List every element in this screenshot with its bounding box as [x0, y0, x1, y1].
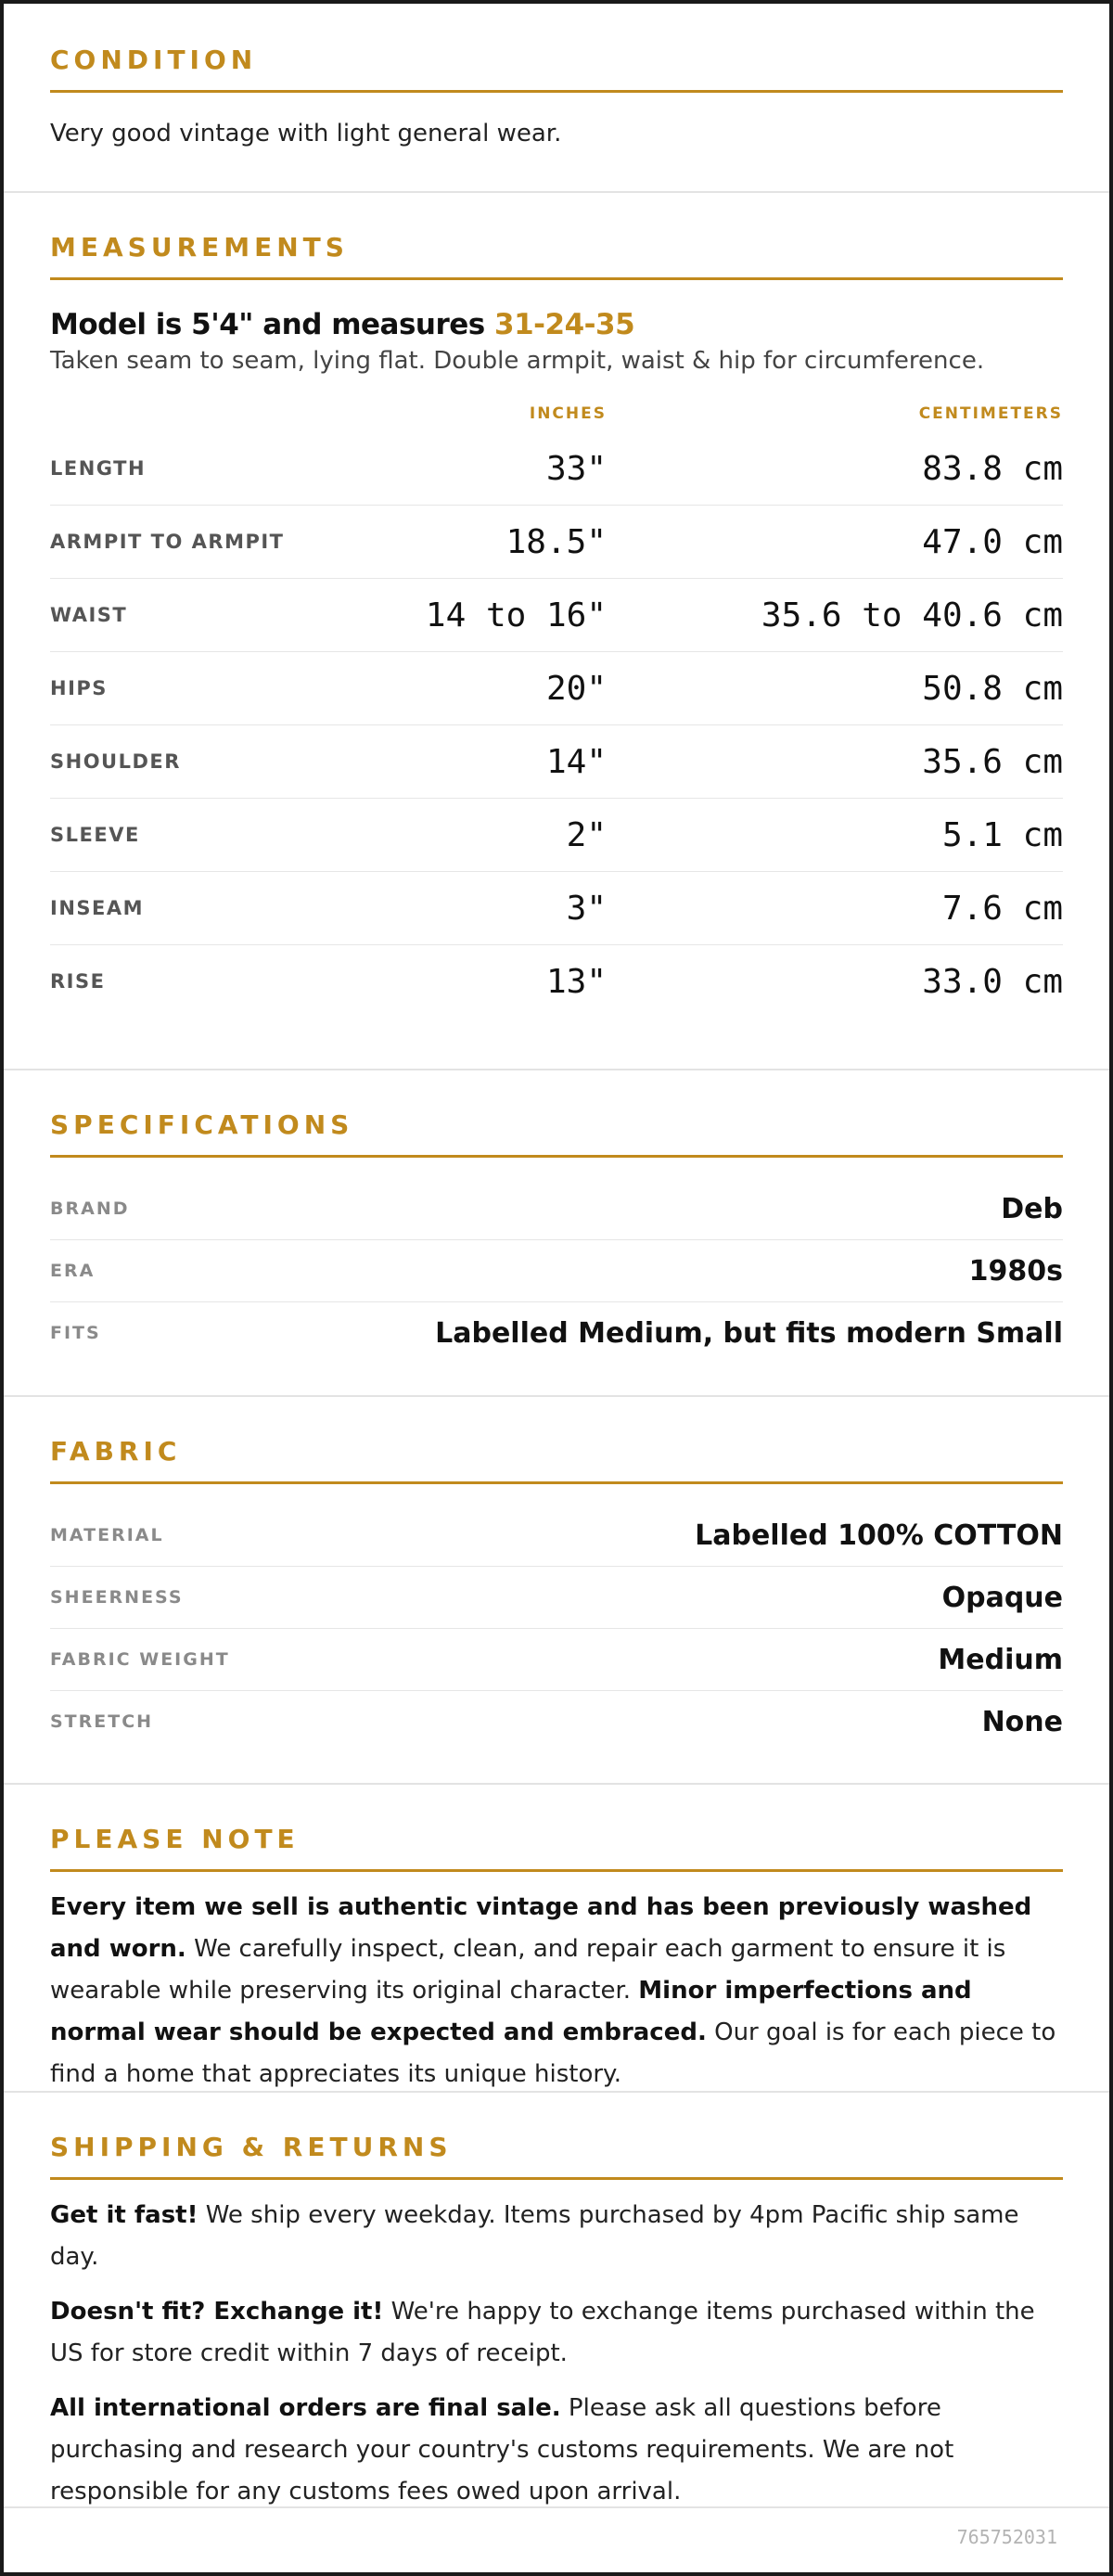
shipping-section — [4, 2093, 1109, 2508]
column-header-inches: INCHES — [529, 404, 607, 423]
note-bold-2: Minor imperfections and normal wear should be expected and embraced. — [50, 1977, 972, 2046]
measurements-section — [4, 193, 1109, 1070]
measurement-label: WAIST — [50, 604, 128, 626]
column-header-centimeters: CENTIMETERS — [918, 404, 1063, 423]
specifications-section — [4, 1070, 1109, 1397]
measurement-label: SLEEVE — [50, 824, 140, 846]
shipping-paragraph-1 — [50, 2195, 1063, 2278]
spec-label: FITS — [50, 1323, 101, 1343]
measurement-cm: 47.0 cm — [922, 522, 1063, 561]
list-item — [50, 1240, 1063, 1302]
measurement-inches: 18.5" — [505, 522, 607, 561]
table-row — [50, 872, 1063, 945]
fabric-list — [50, 1505, 1063, 1752]
shipping-bold-1: Get it fast! — [50, 2201, 198, 2229]
specifications-heading: SPECIFICATIONS — [50, 1109, 1063, 1158]
fabric-label: STRETCH — [50, 1711, 154, 1732]
shipping-bold-2: Doesn't fit? Exchange it! — [50, 2298, 384, 2326]
measurement-cm: 50.8 cm — [922, 669, 1063, 708]
measurement-method-note: Taken seam to seam, lying flat. Double armpit, waist & hip for circumference. — [50, 347, 985, 375]
table-row — [50, 725, 1063, 799]
measurement-label: RISE — [50, 970, 106, 993]
measurement-inches: 2" — [566, 815, 607, 854]
table-row — [50, 945, 1063, 1018]
spec-value: 1980s — [968, 1254, 1063, 1288]
list-item — [50, 1178, 1063, 1240]
measurement-cm: 33.0 cm — [922, 962, 1063, 1001]
spec-value: Deb — [1001, 1192, 1063, 1225]
measurement-inches: 14 to 16" — [425, 596, 607, 634]
fabric-value: Medium — [938, 1643, 1063, 1676]
measurement-inches: 13" — [545, 962, 607, 1001]
shipping-paragraph-2 — [50, 2291, 1063, 2375]
measurement-label: LENGTH — [50, 457, 147, 480]
table-row — [50, 652, 1063, 725]
measurement-cm: 5.1 cm — [941, 815, 1063, 854]
measurement-cm: 7.6 cm — [941, 889, 1063, 928]
shipping-text-2: We're happy to exchange items purchased within the US for store credit within 7 days of receipt. — [50, 2298, 1035, 2367]
shipping-text-1: We ship every weekday. Items purchased by 4pm Pacific ship same day. — [50, 2201, 1019, 2271]
table-row — [50, 579, 1063, 652]
measurement-label: ARMPIT TO ARMPIT — [50, 531, 285, 553]
please-note-text — [50, 1887, 1063, 2095]
fabric-value: None — [981, 1705, 1063, 1738]
measurement-label: HIPS — [50, 677, 108, 699]
specifications-list — [50, 1178, 1063, 1364]
list-item — [50, 1567, 1063, 1629]
item-id: 765752031 — [956, 2526, 1057, 2548]
fabric-value: Opaque — [941, 1581, 1063, 1614]
measurement-cm: 35.6 cm — [922, 742, 1063, 781]
measurements-table-header — [50, 395, 1063, 432]
condition-section — [4, 4, 1109, 193]
spec-label: BRAND — [50, 1198, 130, 1219]
please-note-heading: PLEASE NOTE — [50, 1824, 1063, 1872]
list-item — [50, 1691, 1063, 1752]
model-prefix: Model is 5'4" and measures — [50, 308, 495, 341]
model-values: 31-24-35 — [494, 308, 635, 341]
spec-label: ERA — [50, 1261, 96, 1281]
model-measurements — [50, 308, 1063, 341]
measurement-inches: 20" — [545, 669, 607, 708]
please-note-section — [4, 1785, 1109, 2093]
measurement-cm: 35.6 to 40.6 cm — [761, 596, 1063, 634]
table-row — [50, 432, 1063, 506]
list-item — [50, 1505, 1063, 1567]
fabric-label: MATERIAL — [50, 1525, 164, 1545]
measurement-inches: 14" — [545, 742, 607, 781]
list-item — [50, 1302, 1063, 1364]
note-text-2: Our goal is for each piece to find a home that appreciates its unique history. — [50, 2019, 1056, 2088]
shipping-bold-3: All international orders are final sale. — [50, 2394, 561, 2422]
note-text-1: We carefully inspect, clean, and repair each garment to ensure it is wearable while preserving its original character. — [50, 1935, 1006, 2005]
measurement-label: INSEAM — [50, 897, 145, 919]
fabric-section — [4, 1397, 1109, 1785]
table-row — [50, 506, 1063, 579]
spec-value: Labelled Medium, but fits modern Small — [435, 1316, 1063, 1350]
measurement-label: SHOULDER — [50, 750, 181, 773]
measurement-cm: 83.8 cm — [922, 449, 1063, 488]
fabric-heading: FABRIC — [50, 1436, 1063, 1484]
measurement-inches: 3" — [566, 889, 607, 928]
fabric-label: FABRIC WEIGHT — [50, 1649, 230, 1670]
list-item — [50, 1629, 1063, 1691]
condition-text: Very good vintage with light general wear. — [50, 120, 562, 147]
note-bold-1: Every item we sell is authentic vintage and has been previously washed and worn. — [50, 1893, 1032, 1963]
fabric-value: Labelled 100% COTTON — [695, 1519, 1063, 1552]
shipping-paragraph-3 — [50, 2388, 1063, 2513]
condition-heading: CONDITION — [50, 45, 1063, 93]
shipping-heading: SHIPPING & RETURNS — [50, 2132, 1063, 2180]
table-row — [50, 799, 1063, 872]
fabric-label: SHEERNESS — [50, 1587, 184, 1608]
measurement-inches: 33" — [545, 449, 607, 488]
shipping-text-3: Please ask all questions before purchasing and research your country's customs requirements. We are not responsible for any customs fees owed upon arrival. — [50, 2394, 954, 2506]
measurements-heading: MEASUREMENTS — [50, 232, 1063, 280]
measurements-table — [50, 395, 1063, 1018]
